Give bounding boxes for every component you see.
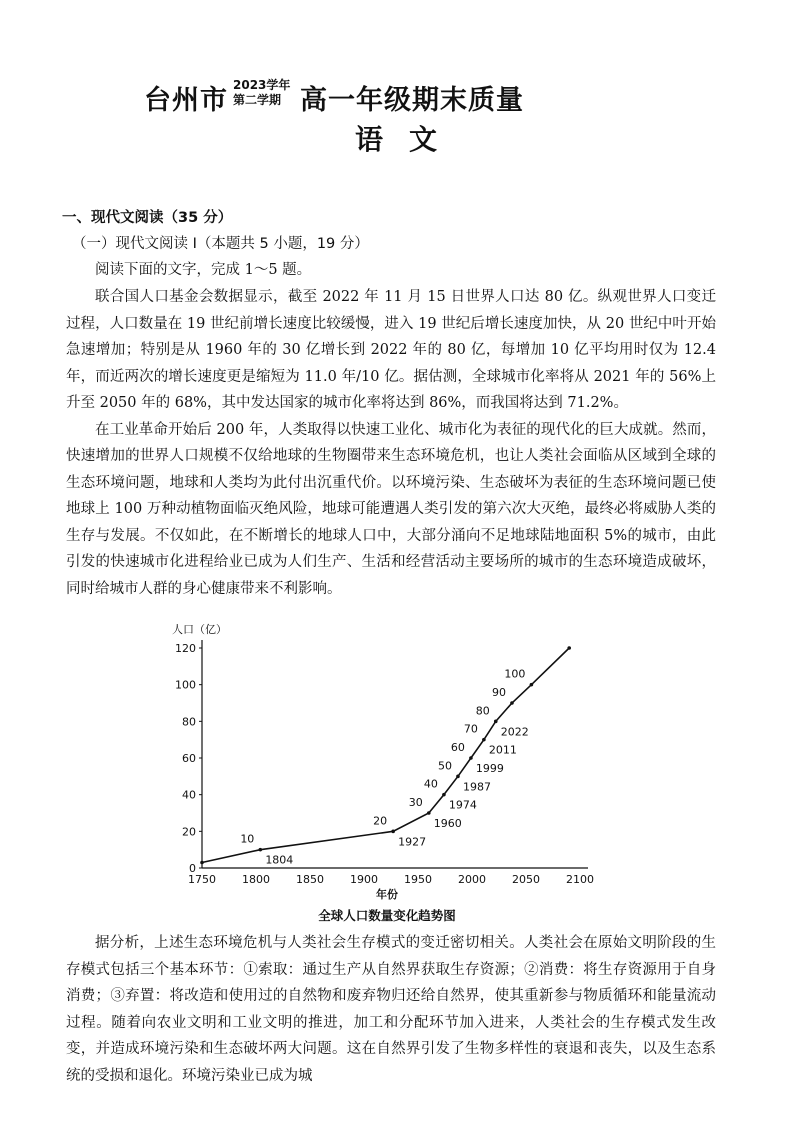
value-label-9: 100 <box>504 667 526 681</box>
value-label-0: 10 <box>240 832 255 846</box>
data-point-5 <box>456 775 460 779</box>
reading-instruction: 阅读下面的文字，完成 1～5 题。 <box>95 262 312 278</box>
y-tick-label-1: 20 <box>182 825 196 839</box>
exam-year <box>233 78 290 108</box>
exam-city: 台州市 <box>144 85 228 116</box>
value-label-4: 50 <box>437 759 452 773</box>
year-label-3: 1974 <box>448 798 477 812</box>
sub-section-heading: （一）现代文阅读 I（本题共 5 小题，19 分） <box>72 236 369 252</box>
y-axis-label: 人口（亿） <box>172 623 227 636</box>
data-point-10 <box>530 683 534 687</box>
data-point-4 <box>442 793 446 797</box>
article-lower <box>66 930 716 1089</box>
x-tick-label-2: 1850 <box>296 873 324 886</box>
year-label-0: 1804 <box>265 853 294 867</box>
exam-year-line1: 2023学年 <box>233 78 291 92</box>
paragraph-1: 联合国人口基金会数据显示，截至 2022 年 11 月 15 日世界人口达 80 亿。纵观世界人口变迁过程，人口数量在 19 世纪前增长速度比较缓慢，进入 19 世纪后增长速度加快，从 20 世纪中叶开始急速增加；特别是从 1960 年的 30 亿增长到 2022 年的 80 亿，每增加 10 亿平均用时仅为 12.4 年，而近两次的增长速度更是缩短为 11.0 年/10 亿。据估测，全球城市化率将从 2021 年的 56%上升至 2050 年的 68%，其中发达国家的城市化率将达到 86%，而我国将达到 71.2%。 <box>66 289 716 411</box>
data-point-8 <box>494 720 498 724</box>
section-heading: 一、现代文阅读（35 分） <box>62 210 233 226</box>
paragraph-3: 据分析，上述生态环境危机与人类社会生存模式的变迁密切相关。人类社会在原始文明阶段的生存模式包括三个基本环节：①索取：通过生产从自然界获取生存资源；②消费：将生存资源用于自身消费；③弃置：将改造和使用过的自然物和废弃物归还给自然界，使其重新参与物质循环和能量流动过程。随着向农业文明和工业文明的推进，加工和分配环节加入进来，人类社会的生存模式发生改变，并造成环境污染和生态破坏两大问题。这在自然界引发了生物多样性的衰退和丧失，以及生态系统的受损和退化。环境污染业已成为城 <box>66 935 716 1084</box>
y-tick-label-2: 40 <box>182 788 196 802</box>
x-tick-label-4: 1950 <box>404 873 432 886</box>
x-tick-label-1: 1800 <box>242 873 270 886</box>
value-label-2: 30 <box>408 796 423 809</box>
x-tick-label-6: 2050 <box>512 873 540 886</box>
data-point-1 <box>259 848 263 852</box>
y-tick-label-3: 60 <box>182 752 196 765</box>
value-label-3: 40 <box>423 777 438 791</box>
exam-year-line2: 第二学期 <box>233 93 282 107</box>
population-chart <box>170 620 610 930</box>
data-point-0 <box>200 861 204 865</box>
y-tick-label-0: 0 <box>189 862 196 875</box>
chart-title: 全球人口数量变化趋势图 <box>318 908 456 923</box>
data-point-6 <box>469 756 473 760</box>
data-point-9 <box>510 701 514 705</box>
value-label-6: 70 <box>463 722 478 736</box>
year-label-1: 1927 <box>398 835 427 849</box>
data-point-2 <box>391 830 395 834</box>
article-upper <box>66 284 716 602</box>
year-label-7: 2022 <box>500 725 529 739</box>
year-label-6: 2011 <box>488 743 517 757</box>
value-label-8: 90 <box>491 686 506 699</box>
data-point-3 <box>427 811 431 815</box>
exam-subject: 语文 <box>355 123 464 156</box>
data-point-7 <box>482 738 486 742</box>
x-tick-label-5: 2000 <box>458 873 486 886</box>
exam-title: 高一年级期末质量 <box>300 85 524 116</box>
y-tick-label-4: 80 <box>182 715 196 729</box>
value-label-7: 80 <box>475 704 490 718</box>
x-axis-label: 年份 <box>376 888 398 901</box>
x-tick-label-3: 1900 <box>350 873 378 886</box>
population-chart-svg <box>170 620 610 930</box>
year-label-4: 1987 <box>462 780 491 794</box>
paragraph-2: 在工业革命开始后 200 年，人类取得以快速工业化、城市化为表征的现代化的巨大成就。然而，快速增加的世界人口规模不仅给地球的生物圈带来生态环境危机，也让人类社会面临从区域到全球的生态环境问题，地球和人类均为此付出沉重代价。以环境污染、生态破坏为表征的生态环境问题已使地球上 100 万种动植物面临灭绝风险，地球可能遭遇人类引发的第六次大灭绝，最终必将威胁人类的生存与发展。不仅如此，在不断增长的地球人口中，大部分涌向不足地球陆地面积 5%的城市，由此引发的快速城市化进程给业已成为人们生产、生活和经营活动主要场所的城市的生态环境造成破坏，同时给城市人群的身心健康带来不利影响。 <box>66 421 716 597</box>
data-point-11 <box>567 646 571 650</box>
value-label-1: 20 <box>373 814 388 828</box>
x-tick-label-0: 1750 <box>188 873 216 886</box>
value-label-5: 60 <box>450 741 465 754</box>
y-tick-label-5: 100 <box>175 678 196 692</box>
y-tick-label-6: 120 <box>175 642 196 655</box>
year-label-5: 1999 <box>475 762 504 775</box>
x-tick-label-7: 2100 <box>566 873 594 886</box>
year-label-2: 1960 <box>433 817 462 830</box>
